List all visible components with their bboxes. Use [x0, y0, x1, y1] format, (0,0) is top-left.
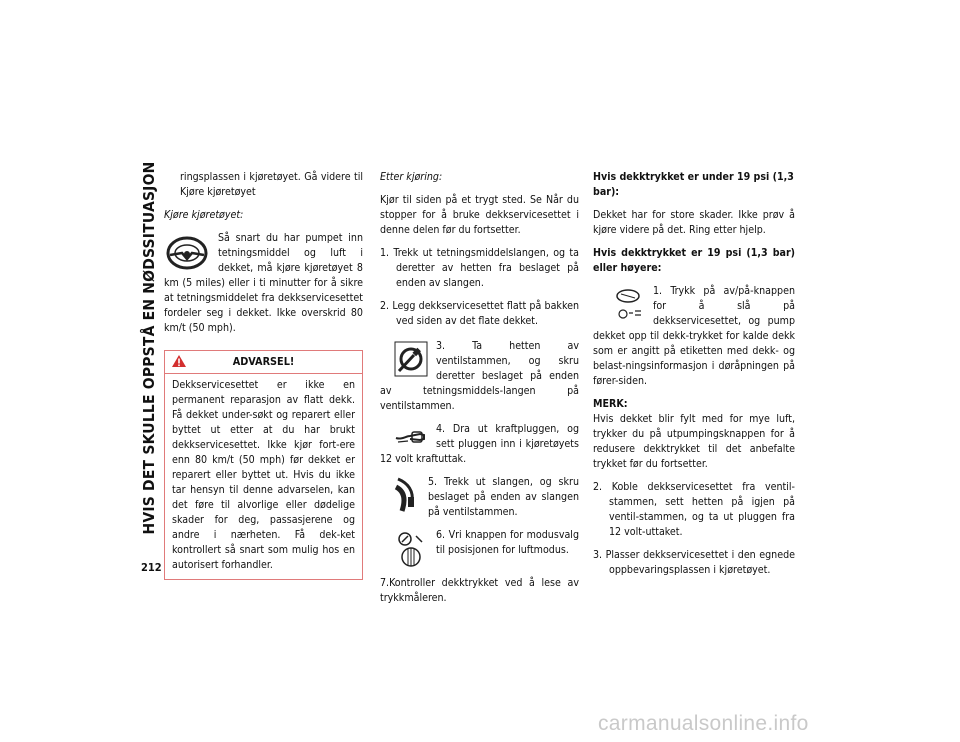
- power-plug-icon: [394, 424, 428, 446]
- list-item-2-disconnect: 2. Koble dekkservicesettet fra ventil-stammen, sett hetten på igjen på ventil-stammen, og ta ut pluggen fra 12 volt-uttaket.: [593, 481, 795, 538]
- sidebar-title-text: HVIS DET SKULLE OPPSTÅ EN NØDSSITUASJON: [140, 161, 158, 535]
- step-7-line: 7.Kontroller dekktrykket ved å lese av trykkmåleren.: [380, 577, 579, 604]
- continued-text: ringsplassen i kjøretøyet. Gå videre til Kjøre kjøretøyet: [180, 171, 363, 198]
- column-3: [593, 170, 795, 586]
- inflate-step-text: 1. Trykk på av/på-knappen for å slå på dekkservicesettet, og pump dekket opp til dekk-trykket for kalde dekk som er angitt på etiketten med dekk- og belast-ningsinformasjon i døråpningen på fører-siden.: [593, 285, 795, 387]
- compressor-icon: [615, 286, 645, 324]
- warning-triangle-icon: [171, 354, 187, 373]
- high-pressure-heading: Hvis dekktrykket er 19 psi (1,3 bar) eller høyere:: [593, 247, 795, 274]
- drive-text: Så snart du har pumpet inn tetningsmiddel og luft i dekket, må kjøre kjøretøyet 8 km (5 miles) eller i ti minutter for å sikre at tetningsmiddelet fra dekkservicesettet fordeler seg i dekket. Ikke overskrid 80 km/t (50 mph).: [164, 232, 363, 334]
- warning-header: [165, 351, 362, 374]
- step-4-text: 4. Dra ut kraftpluggen, og sett pluggen inn i kjøretøyets 12 volt kraftuttak.: [380, 423, 579, 465]
- sidebar-section-title: [138, 161, 160, 535]
- step-7-text: [324, 576, 579, 606]
- list-item-3-store: 3. Plasser dekkservicesettet i den egnede oppbevaringsplassen i kjøretøyet.: [593, 549, 795, 576]
- warning-title: ADVARSEL!: [232, 355, 295, 368]
- note-text: Hvis dekket blir fylt med for mye luft, trykker du på utpumpingsknappen for å redusere dekktrykket til det anbefalte trykket før du fortsetter.: [593, 413, 795, 470]
- step-3-text: 3. Ta hetten av ventilstammen, og skru deretter beslaget på enden av tetningsmiddels-langen på ventilstammen.: [380, 340, 579, 412]
- low-pressure-text: Dekket har for store skader. Ikke prøv å kjøre videre på det. Ring etter hjelp.: [593, 209, 795, 236]
- after-driving-intro: Kjør til siden på et trygt sted. Se Når du stopper for å bruke dekkservicesettet i denne delen før du fortsetter.: [380, 194, 579, 236]
- drive-heading: Kjøre kjøretøyet:: [164, 209, 244, 221]
- hose-valve-icon: [394, 477, 420, 515]
- warning-box: [164, 350, 363, 580]
- steering-wheel-icon: [164, 233, 210, 273]
- column-1: [164, 170, 363, 580]
- list-item-2: 2. Legg dekkservicesettet flatt på bakken ved siden av det flate dekket.: [380, 300, 579, 327]
- page-number: 212: [141, 561, 162, 574]
- step-6: [380, 528, 579, 570]
- step-5: [380, 475, 579, 520]
- column-2: [380, 170, 579, 614]
- step-4: [380, 422, 579, 467]
- mode-knob-icon: [394, 530, 428, 568]
- step-3: [380, 339, 579, 414]
- inflate-step: [593, 284, 795, 389]
- valve-stem-icon: [394, 341, 428, 377]
- warning-text: Dekkservicesettet er ikke en permanent reparasjon av flatt dekk. Få dekket under-søkt og reparert eller byttet ut etter at du har brukt dekkservicesettet. Ikke kjør fort-ere enn 80 km/t (50 mph) før dekket er reparert eller byttet ut. Hvis du ikke tar hensyn til denne advarselen, kan det føre til alvorlige eller dødelige skader for deg, passasjerene og andre i nærheten. Få dek-ket kontrollert så snart som mulig hos en autorisert forhandler.: [172, 379, 355, 571]
- watermark: carmanualsonline.info: [598, 712, 809, 735]
- step-5-text: 5. Trekk ut slangen, og skru beslaget på enden av slangen på ventilstammen.: [428, 476, 579, 518]
- drive-block: [164, 231, 363, 344]
- note-label: MERK:: [593, 398, 628, 410]
- after-driving-heading: Etter kjøring:: [380, 171, 443, 183]
- low-pressure-heading: Hvis dekktrykket er under 19 psi (1,3 bar):: [593, 171, 794, 198]
- list-item-1: 1. Trekk ut tetningsmiddelslangen, og ta deretter av hetten fra beslaget på enden av slangen.: [380, 247, 579, 289]
- step-6-text: 6. Vri knappen for modusvalg til posisjonen for luftmodus.: [436, 529, 579, 556]
